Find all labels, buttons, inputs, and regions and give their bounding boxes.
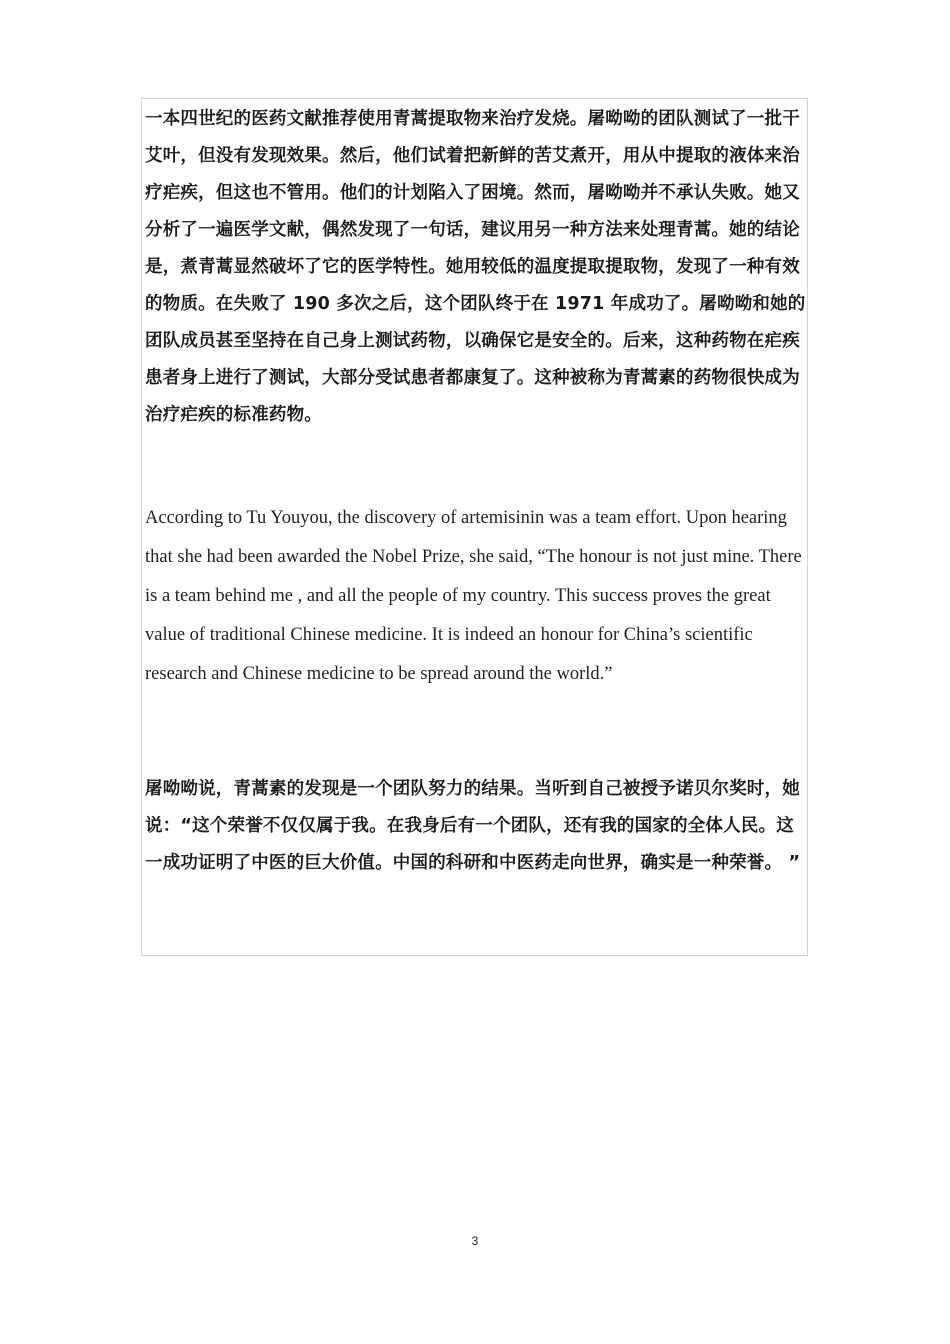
chinese-paragraph-2: 屠呦呦说，青蒿素的发现是一个团队努力的结果。当听到自己被授予诺贝尔奖时，她说：“这个荣誉不仅仅属于我。在我身后有一个团队，还有我的国家的全体人民。这一成功证明了中医的巨大价值。中国的科研和中医药走向世界，确实是一种荣誉。 ” xyxy=(145,779,801,873)
english-paragraph: According to Tu Youyou, the discovery of artemisinin was a team effort. Upon hearing that she had been awarded the Nobel Prize, she said, “The honour is not just mine. There is a team behind me , and all the people of my country. This success proves the great value of traditional Chinese medicine. It is indeed an honour for China’s scientific research and Chinese medicine to be spread around the world.” xyxy=(145,508,802,684)
text-box xyxy=(141,98,808,956)
chinese-paragraph-1: 一本四世纪的医药文献推荐使用青蒿提取物来治疗发烧。屠呦呦的团队测试了一批干艾叶，但没有发现效果。然后，他们试着把新鲜的苦艾煮开，用从中提取的液体来治疗疟疾，但这也不管用。他们的计划陷入了困境。然而，屠呦呦并不承认失败。她又分析了一遍医学文献，偶然发现了一句话，建议用另一种方法来处理青蒿。她的结论是，煮青蒿显然破坏了它的医学特性。她用较低的温度提取提取物，发现了一种有效的物质。在失败了 190 多次之后，这个团队终于在 1971 年成功了。屠呦呦和她的团队成员甚至坚持在自己身上测试药物，以确保它是安全的。后来，这种药物在疟疾患者身上进行了测试，大部分受试患者都康复了。这种被称为青蒿素的药物很快成为治疗疟疾的标准药物。 xyxy=(145,109,806,425)
page-number: 3 xyxy=(471,1234,479,1248)
